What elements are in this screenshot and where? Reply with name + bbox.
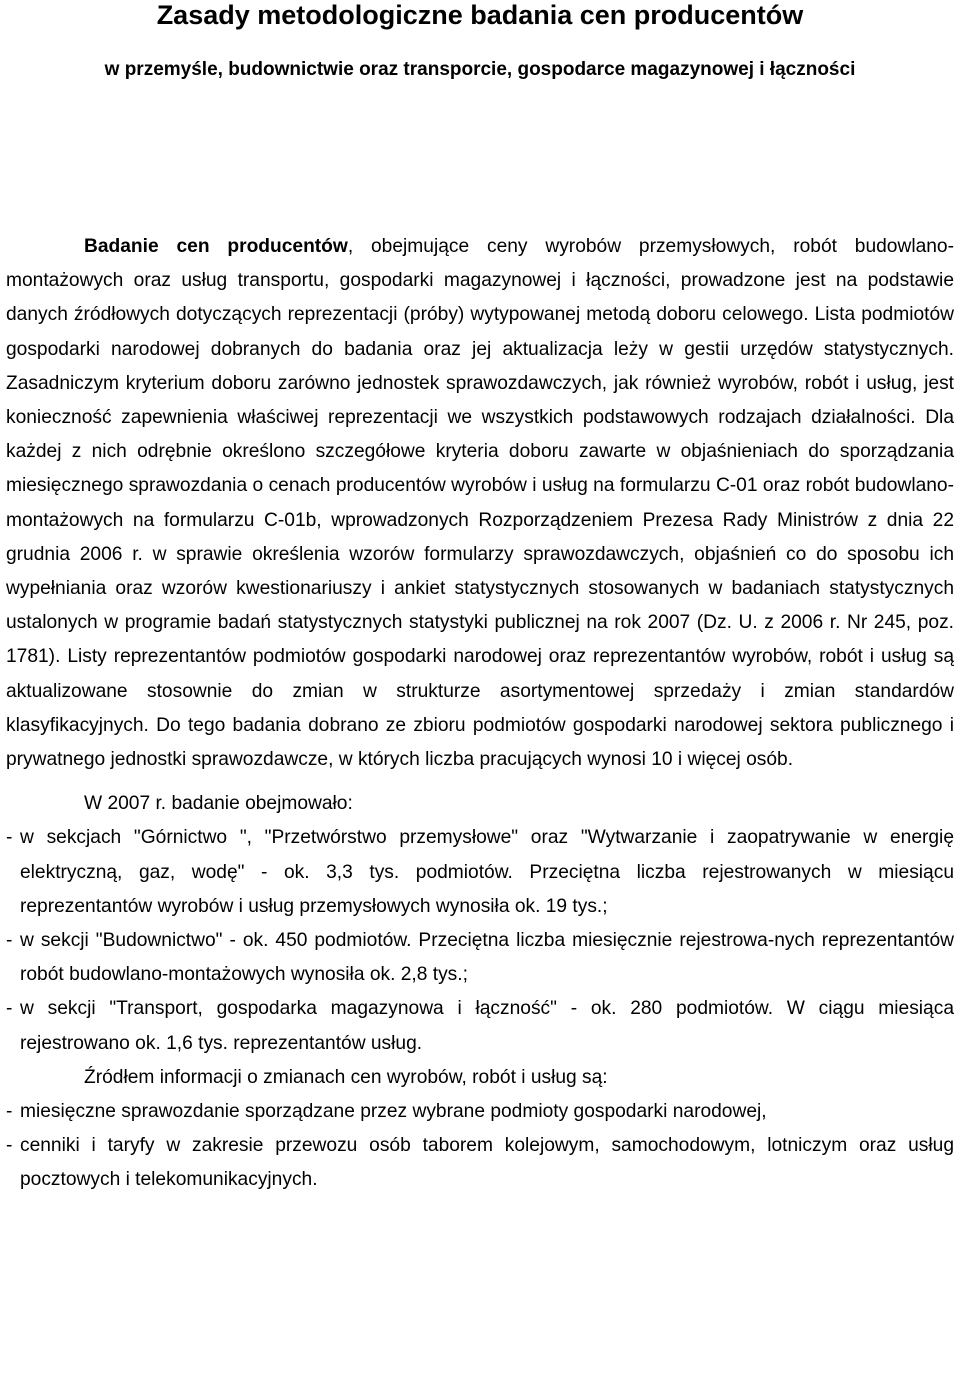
intro-text: , obejmujące ceny wyrobów przemysłowych, robót budowlano-montażowych oraz usług transportu, gospodarki magazynowej i łączności, prowadzone jest na podstawie danych źródłowych dotyczących reprezentacji (próby) wytypowanej metodą doboru celowego. Lista podmiotów gospodarki narodowej dobranych do badania oraz jej aktualizacja leży w gestii urzędów statystycznych. Zasadniczym kryterium doboru zarówno jednostek sprawozdawczych, jak również wyrobów, robót i usług, jest konieczność zapewnienia właściwej reprezentacji we wszystkich podstawowych rodzajach działalności. Dla każdej z nich odrębnie określono szczegółowe kryteria doboru zawarte w objaśnieniach do sporządzania miesięcznego sprawozdania o cenach producentów wyrobów i usług na formularzu C-01 oraz robót budowlano-montażowych na formularzu C-01b, wprowadzonych Rozporządzeniem Prezesa Rady Ministrów z dnia 22 grudnia 2006 r. w sprawie określenia wzorów formularzy sprawozdawczych, objaśnień co do sposobu ich wypełniania oraz wzorów kwestionariuszy i ankiet statystycznych stosowanych w badaniach statystycznych ustalonych w programie badań statystycznych statystyki publicznej na rok 2007 (Dz. U. z 2006 r. Nr 245, poz. 1781). Listy reprezentantów podmiotów gospodarki narodowej oraz reprezentantów wyrobów, robót i usług są aktualizowane stosownie do zmian w strukturze asortymentowej sprzedaży i zmian standardów klasyfikacyjnych. Do tego badania dobrano ze zbioru podmiotów gospodarki narodowej sektora publicznego i prywatnego jednostki sprawozdawcze, w których liczba pracujących wynosi 10 i więcej osób. (6, 236, 954, 771)
coverage-heading: W 2007 r. badanie obejmowało: (84, 793, 353, 815)
list-item-text: miesięczne sprawozdanie sporządzane przez wybrane podmioty gospodarki narodowej, (20, 1101, 767, 1123)
list-dash: - (6, 998, 13, 1020)
intro-lead-bold: Badanie cen producentów (84, 236, 348, 257)
sources-heading: Źródłem informacji o zmianach cen wyrobów, robót i usług są: (84, 1066, 608, 1088)
sources-list (6, 1095, 954, 1198)
list-item (6, 1129, 954, 1197)
list-item (6, 992, 954, 1060)
list-dash: - (6, 930, 13, 952)
document-subtitle: w przemyśle, budownictwie oraz transporcie, gospodarce magazynowej i łączności (104, 59, 856, 80)
list-item (6, 821, 954, 924)
list-item-text: cenniki i taryfy w zakresie przewozu osób taborem kolejowym, samochodowym, lotniczym oraz usług pocztowych i telekomunikacyjnych. (20, 1135, 954, 1191)
list-item-text: w sekcji "Budownictwo" - ok. 450 podmiotów. Przeciętna liczba miesięcznie rejestrowa-nych reprezentantów robót budowlano-montażowych wynosiła ok. 2,8 tys.; (20, 930, 954, 986)
intro-paragraph (6, 230, 954, 777)
document-title: Zasady metodologiczne badania cen producentów (156, 0, 804, 30)
list-item-text: w sekcjach "Górnictwo ", "Przetwórstwo przemysłowe" oraz "Wytwarzanie i zaopatrywanie w energię elektryczną, gaz, wodę" - ok. 3,3 tys. podmiotów. Przeciętna liczba rejestrowanych w miesiącu reprezentantów wyrobów i usług przemysłowych wynosiła ok. 19 tys.; (20, 827, 954, 917)
list-dash: - (6, 827, 13, 849)
list-dash: - (6, 1101, 13, 1123)
list-item (6, 924, 954, 992)
list-item-text: w sekcji "Transport, gospodarka magazynowa i łączność" - ok. 280 podmiotów. W ciągu miesiąca rejestrowano ok. 1,6 tys. reprezentantów usług. (20, 998, 954, 1054)
list-item (6, 1095, 954, 1129)
list-dash: - (6, 1135, 13, 1157)
coverage-list (6, 821, 954, 1060)
